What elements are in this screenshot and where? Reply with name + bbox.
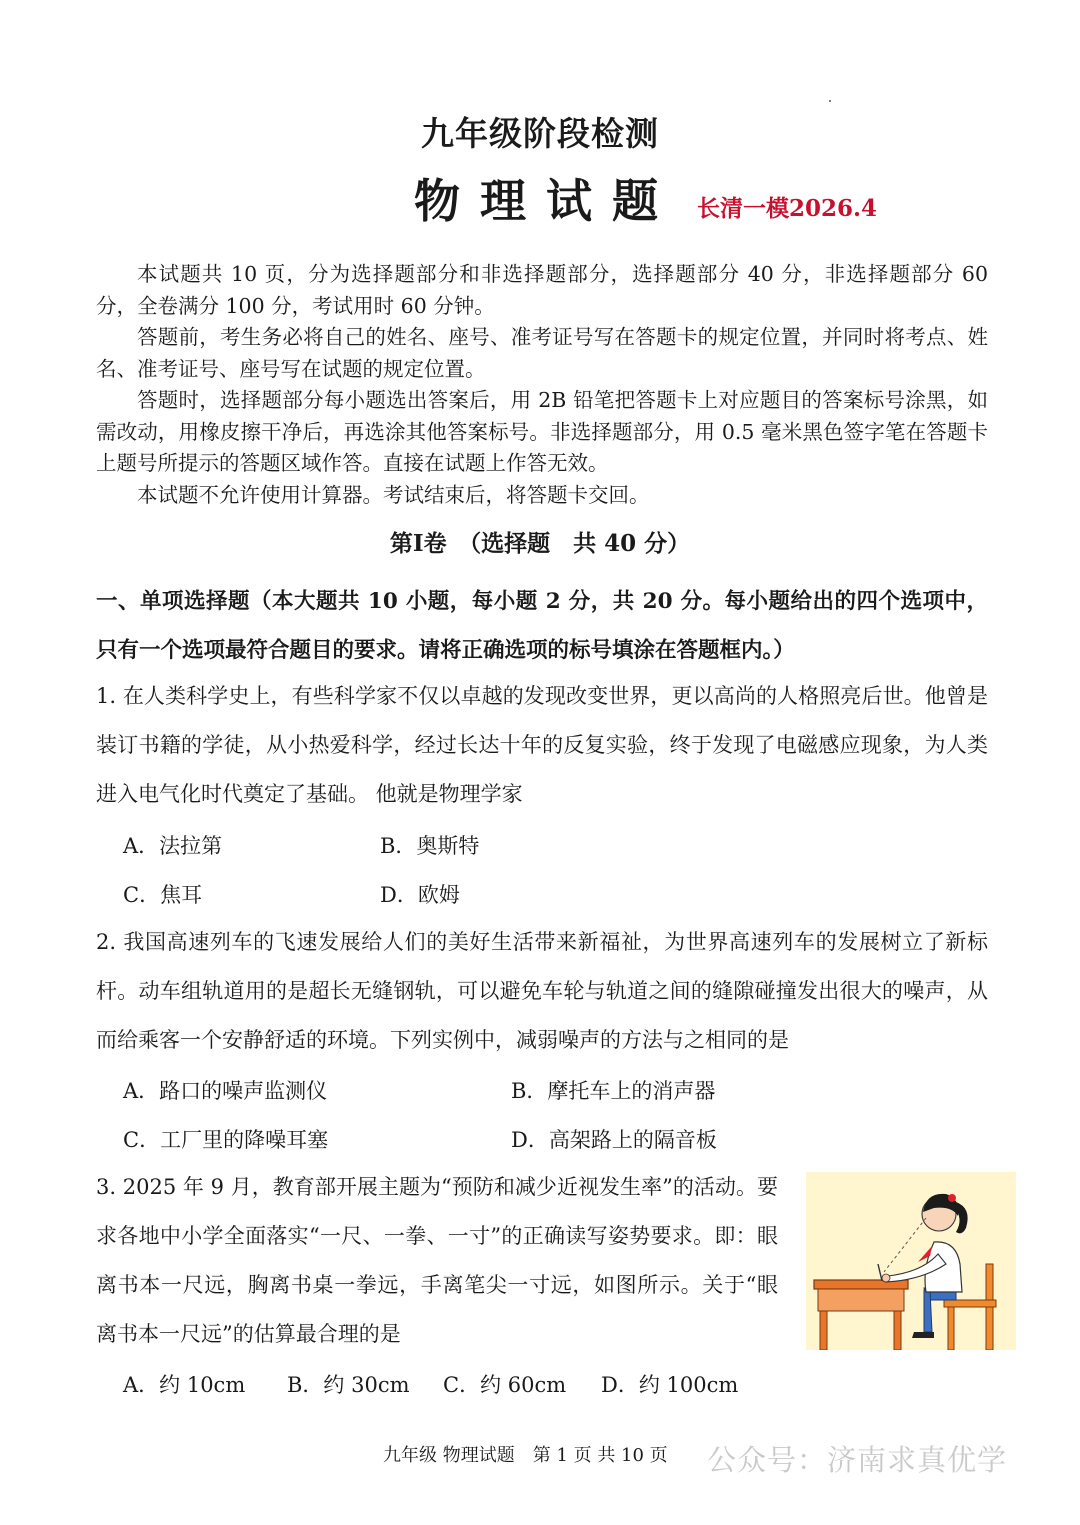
section-title: 第Ⅰ卷 （选择题 共 40 分）: [389, 530, 691, 557]
question-2-option-b: B．摩托车上的消声器: [511, 1079, 716, 1103]
instruction-paragraph: 答题前，考生务必将自己的姓名、座号、准考证号写在答题卡的规定位置，并同时将考点、姓名、准考证号、座号写在试题的规定位置。: [96, 325, 988, 381]
speck-mark: [829, 100, 831, 102]
chair-leg: [948, 1307, 954, 1350]
question-2-option-c: C．工厂里的降噪耳塞: [123, 1128, 329, 1152]
hair-bow: [948, 1194, 956, 1202]
question-1-option-c: C．焦耳: [123, 883, 203, 907]
desk-leg: [820, 1311, 827, 1350]
desk-drawer: [818, 1289, 904, 1311]
question-3-text: 3. 2025 年 9 月，教育部开展主题为“预防和减少近视发生率”的活动。要求各地中小学全面落实“一尺、一拳、一寸”的正确读写姿势要求。即：眼离书本一尺远，胸离书桌一拳远，手离笔尖一寸远，如图所示。关于“眼离书本一尺远”的估算最合理的是: [96, 1175, 778, 1346]
question-3-option-d: D．约 100cm: [601, 1373, 739, 1397]
question-1-option-a: A．法拉第: [123, 834, 223, 858]
instructions: [96, 259, 988, 511]
question-1-option-b: B．奥斯特: [380, 834, 480, 858]
watermark: 公众号：济南求真优学: [707, 1443, 1008, 1477]
student-hand: [882, 1274, 890, 1282]
question-1-text: 1. 在人类科学史上，有些科学家不仅以卓越的发现改变世界，更以高尚的人格照亮后世。他曾是装订书籍的学徒，从小热爱科学，经过长达十年的反复实验，终于发现了电磁感应现象，为人类进入电气化时代奠定了基础。 他就是物理学家: [96, 684, 988, 806]
page-footer: 九年级 物理试题 第 1 页 共 10 页: [383, 1445, 668, 1466]
reading-posture-illustration: [806, 1172, 1016, 1350]
subject-title: 物理试题: [414, 174, 678, 228]
question-2-option-d: D．高架路上的隔音板: [511, 1128, 717, 1152]
part-heading: 一、单项选择题（本大题共 10 小题，每小题 2 分，共 20 分。每小题给出的四个选项中，只有一个选项最符合题目的要求。请将正确选项的标号填涂在答题框内。）: [96, 589, 988, 663]
exam-title: 九年级阶段检测: [421, 114, 659, 153]
question-2-option-a: A．路口的噪声监测仪: [123, 1079, 328, 1103]
instruction-paragraph: 本试题不允许使用计算器。考试结束后，将答题卡交回。: [137, 482, 650, 507]
question-3-option-b: B．约 30cm: [287, 1373, 410, 1397]
desk-leg: [894, 1311, 901, 1350]
instruction-paragraph: 答题时，选择题部分每小题选出答案后，用 2B 铅笔把答题卡上对应题目的答案标号涂黑，如需改动，用橡皮擦干净后，再选涂其他答案标号。非选择题部分，用 0.5 毫米黑色签字笔在答题卡上题号所提示的答题区域作答。直接在试题上作答无效。: [96, 388, 988, 475]
question-3-option-c: C．约 60cm: [443, 1373, 567, 1397]
question-2-text: 2. 我国高速列车的飞速发展给人们的美好生活带来新福祉，为世界高速列车的发展树立了新标杆。动车组轨道用的是超长无缝钢轨，可以避免车轮与轨道之间的缝隙碰撞发出很大的噪声，从而给乘客一个安静舒适的环境。下列实例中，减弱噪声的方法与之相同的是: [96, 930, 988, 1052]
question-1-option-d: D．欧姆: [380, 883, 460, 907]
illustration-background: [806, 1172, 1016, 1350]
chair-seat: [944, 1300, 996, 1307]
student-shin: [924, 1290, 932, 1332]
student-shoe: [912, 1332, 934, 1338]
instruction-paragraph: 本试题共 10 页，分为选择题部分和非选择题部分，选择题部分 40 分，非选择题部分 60 分，全卷满分 100 分，考试用时 60 分钟。: [96, 262, 988, 318]
question-3-option-a: A．约 10cm: [123, 1373, 246, 1397]
exam-tag: 长清一模2026.4: [697, 195, 878, 222]
